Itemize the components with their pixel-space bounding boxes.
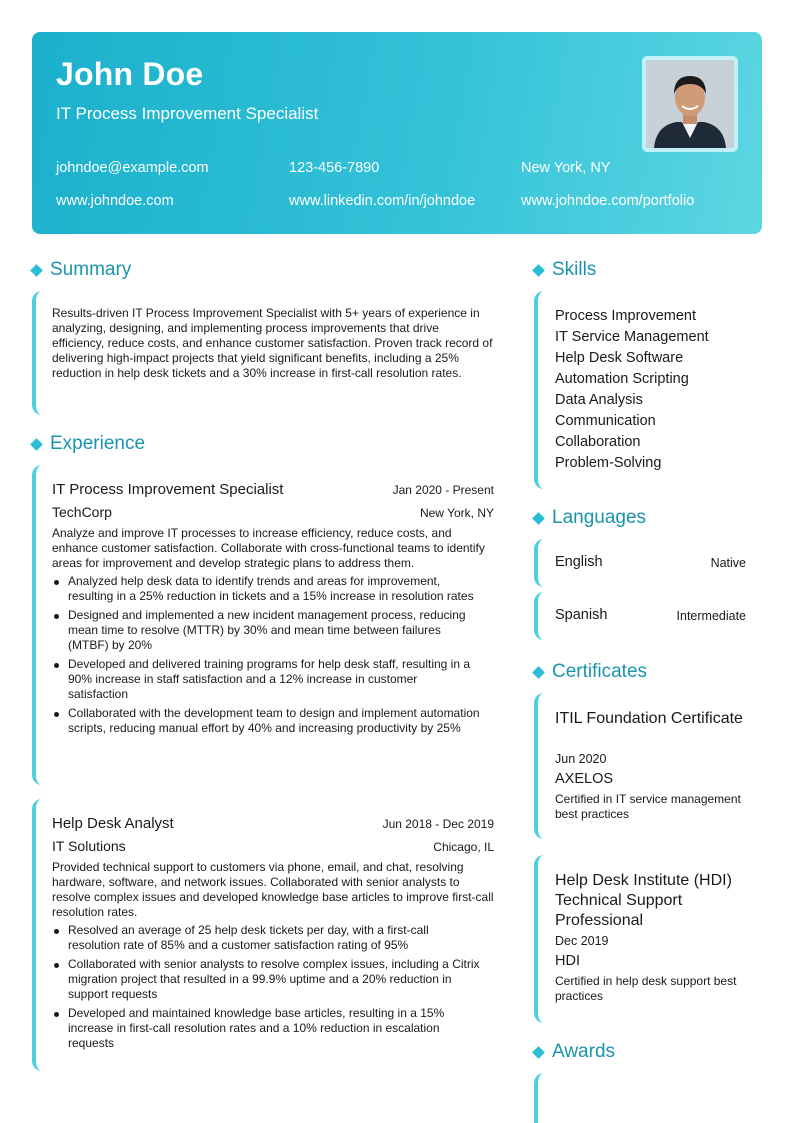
candidate-title: IT Process Improvement Specialist bbox=[56, 104, 319, 123]
certificate-description: Certified in help desk support best practices bbox=[555, 974, 737, 1003]
certificate-issuer: AXELOS bbox=[555, 771, 614, 787]
skill-item: Help Desk Software bbox=[555, 350, 684, 366]
list-item: Collaborated with the development team to design and implement automation scripts, reducing manual effort by 40% and increasing productivity by 25% bbox=[52, 706, 480, 736]
job-location: New York, NY bbox=[419, 506, 494, 520]
skill-item: Problem-Solving bbox=[555, 455, 662, 471]
skill-item: Collaboration bbox=[555, 434, 641, 450]
skills-title: Skills bbox=[552, 259, 597, 280]
skills-heading bbox=[534, 259, 596, 281]
diamond-bullet-icon bbox=[30, 438, 43, 451]
summary-heading bbox=[32, 259, 131, 281]
email-link[interactable]: johndoe@example.com bbox=[56, 160, 209, 176]
job-bullets bbox=[52, 923, 480, 1055]
resume-header bbox=[32, 32, 762, 234]
languages-title: Languages bbox=[552, 507, 647, 528]
skill-item: Process Improvement bbox=[555, 308, 697, 324]
website-link[interactable]: www.johndoe.com bbox=[56, 193, 174, 209]
summary-title: Summary bbox=[50, 259, 132, 280]
job-description: Provided technical support to customers via phone, email, and chat, resolving hardware, software, and network issues. Collaborated with senior analysts to resolve complex issues and developed knowledge base articles to improve first-call resolution rates. bbox=[52, 860, 494, 919]
candidate-name: John Doe bbox=[56, 56, 204, 92]
profile-photo bbox=[642, 56, 738, 152]
job-title: IT Process Improvement Specialist bbox=[52, 481, 284, 498]
portfolio-link[interactable]: www.johndoe.com/portfolio bbox=[521, 193, 695, 209]
location-text: New York, NY bbox=[521, 160, 611, 176]
job-dates: Jan 2020 - Present bbox=[392, 483, 494, 497]
diamond-bullet-icon bbox=[532, 264, 545, 277]
certificate-date: Jun 2020 bbox=[555, 752, 607, 766]
diamond-bullet-icon bbox=[532, 666, 545, 679]
certificate-date: Dec 2019 bbox=[555, 934, 609, 948]
avatar-portrait-icon bbox=[646, 60, 734, 148]
certificates-title: Certificates bbox=[552, 661, 648, 682]
phone-text: 123-456-7890 bbox=[289, 160, 380, 176]
certificates-heading bbox=[534, 661, 647, 683]
awards-heading bbox=[534, 1041, 615, 1063]
certificate-name: ITIL Foundation Certificate bbox=[555, 710, 743, 727]
job-location: Chicago, IL bbox=[433, 840, 494, 854]
skill-item: Data Analysis bbox=[555, 392, 643, 408]
list-item: Analyzed help desk data to identify trends and areas for improvement, resulting in a 25% reduction in tickets and a 15% increase in resolution rates bbox=[52, 574, 480, 604]
diamond-bullet-icon bbox=[532, 1046, 545, 1059]
certificate-issuer: HDI bbox=[555, 953, 580, 969]
awards-title: Awards bbox=[552, 1041, 616, 1062]
language-level: Intermediate bbox=[676, 609, 746, 623]
skills-list bbox=[555, 306, 709, 474]
list-item: Collaborated with senior analysts to resolve complex issues, including a Citrix migration project that resulted in a 99.9% uptime and a 20% reduction in support requests bbox=[52, 957, 480, 1002]
skill-item: IT Service Management bbox=[555, 329, 709, 345]
job-company: IT Solutions bbox=[52, 838, 126, 854]
experience-title: Experience bbox=[50, 433, 146, 454]
job-dates: Jun 2018 - Dec 2019 bbox=[382, 817, 494, 831]
job-company: TechCorp bbox=[52, 504, 112, 520]
job-bullets bbox=[52, 574, 480, 740]
skill-item: Automation Scripting bbox=[555, 371, 689, 387]
skill-item: Communication bbox=[555, 413, 656, 429]
language-name: English bbox=[555, 554, 603, 570]
list-item: Designed and implemented a new incident management process, reducing mean time to resolve (MTTR) by 30% and mean time between failures (MTBF) by 20% bbox=[52, 608, 480, 653]
certificate-name: Help Desk Institute (HDI) Technical Support Professional bbox=[555, 872, 732, 929]
languages-heading bbox=[534, 507, 646, 529]
certificate-description: Certified in IT service management best practices bbox=[555, 792, 741, 821]
summary-text: Results-driven IT Process Improvement Specialist with 5+ years of experience in analyzing, designing, and implementing process improvements that drive efficiency, reduce costs, and enhance customer satisfaction. Proven track record of delivering high-impact projects that yield significant benefits, including a 25% reduction in help desk tickets and a 30% increase in first-call resolution rates. bbox=[52, 306, 493, 380]
linkedin-link[interactable]: www.linkedin.com/in/johndoe bbox=[289, 193, 476, 209]
experience-heading bbox=[32, 433, 145, 455]
diamond-bullet-icon bbox=[30, 264, 43, 277]
language-level: Native bbox=[710, 556, 746, 570]
list-item: Developed and maintained knowledge base articles, resulting in a 15% increase in first-call resolution rates and a 10% reduction in escalation requests bbox=[52, 1006, 480, 1051]
awards-block bbox=[534, 1073, 762, 1123]
list-item: Developed and delivered training programs for help desk staff, resulting in a 90% increase in staff satisfaction and a 12% increase in customer satisfaction bbox=[52, 657, 480, 702]
language-name: Spanish bbox=[555, 607, 608, 623]
diamond-bullet-icon bbox=[532, 512, 545, 525]
job-title: Help Desk Analyst bbox=[52, 815, 174, 832]
job-description: Analyze and improve IT processes to increase efficiency, reduce costs, and enhance customer satisfaction. Collaborate with cross-functional teams to identify areas for improvement and develop strategic plans to address them. bbox=[52, 526, 485, 570]
list-item: Resolved an average of 25 help desk tickets per day, with a first-call resolution rate of 85% and a customer satisfaction rating of 95% bbox=[52, 923, 480, 953]
